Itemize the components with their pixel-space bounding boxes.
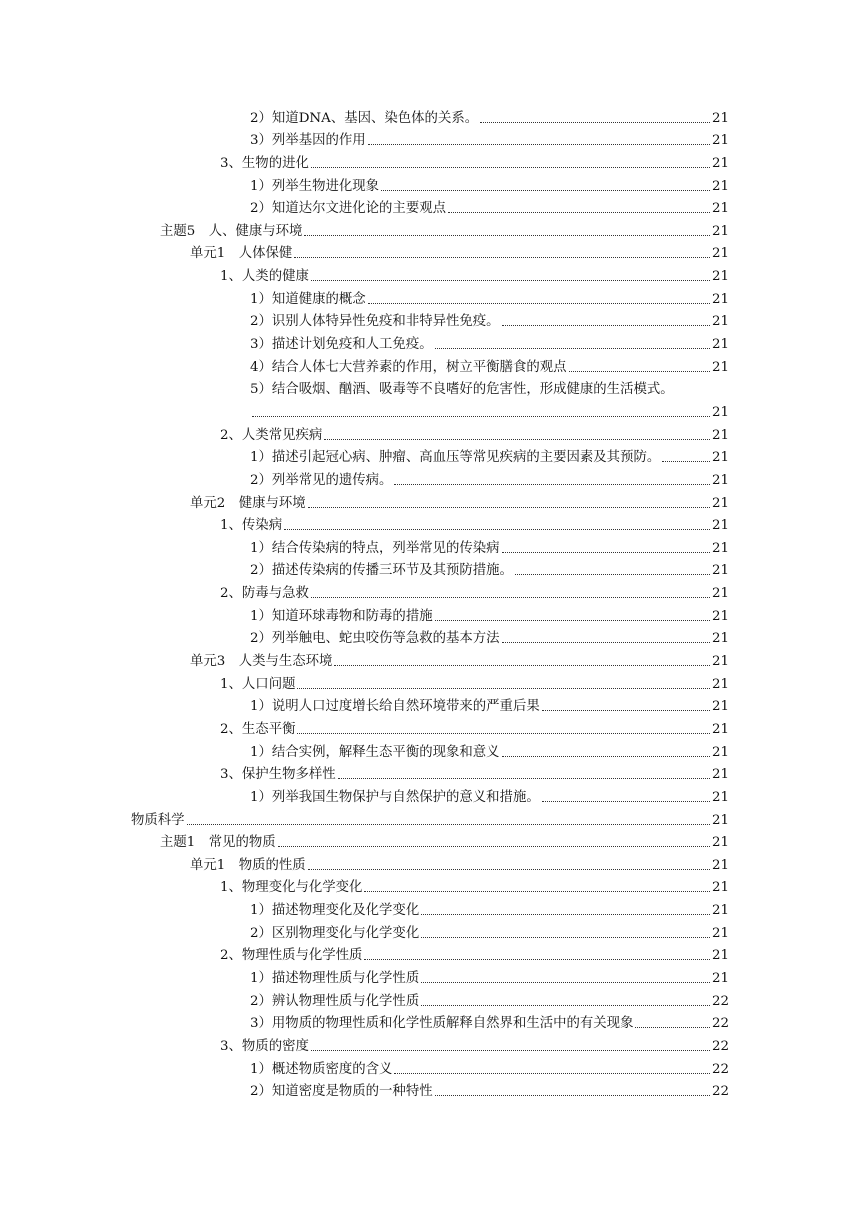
toc-entry-title: 3）描述计划免疫和人工免疫。 — [250, 337, 433, 353]
dot-leader — [421, 982, 710, 983]
dot-leader — [311, 280, 710, 281]
dot-leader — [480, 122, 710, 123]
toc-entry[interactable] — [0, 285, 860, 308]
toc-page-number: 21 — [711, 110, 729, 126]
toc-entry[interactable] — [0, 579, 860, 602]
toc-page-number: 21 — [711, 631, 729, 647]
dot-leader — [308, 507, 710, 508]
toc-entry-title: 单元1 物质的性质 — [190, 857, 306, 873]
toc-page-number: 21 — [711, 699, 729, 715]
table-of-contents — [0, 104, 860, 1100]
dot-leader — [324, 439, 710, 440]
toc-page-number: 21 — [711, 337, 729, 353]
toc-page-number: 21 — [711, 495, 729, 511]
dot-leader — [502, 642, 710, 643]
toc-entry[interactable] — [0, 217, 860, 240]
toc-page-number: 21 — [711, 314, 729, 330]
toc-page-number: 21 — [711, 359, 729, 375]
dot-leader — [448, 212, 710, 213]
toc-entry[interactable] — [0, 376, 860, 399]
toc-entry-title: 2、防毒与急救 — [220, 586, 309, 602]
toc-page-number: 22 — [711, 993, 729, 1009]
dot-leader — [334, 665, 710, 666]
dot-leader — [364, 959, 710, 960]
dot-leader — [187, 824, 710, 825]
toc-entry-title: 3）用物质的物理性质和化学性质解释自然界和生活中的有关现象 — [250, 1016, 634, 1032]
toc-entry[interactable] — [0, 647, 860, 670]
toc-entry-title: 1）结合实例，解释生态平衡的现象和意义 — [250, 744, 500, 760]
toc-entry-title: 1）列举我国生物保护与自然保护的意义和措施。 — [250, 789, 540, 805]
dot-leader — [294, 257, 710, 258]
toc-page-number: 21 — [711, 970, 729, 986]
toc-entry-title: 2、人类常见疾病 — [220, 427, 323, 443]
dot-leader — [297, 733, 709, 734]
dot-leader — [311, 597, 710, 598]
toc-entry[interactable] — [0, 104, 860, 127]
toc-entry-title: 4）结合人体七大营养素的作用，树立平衡膳食的观点 — [250, 359, 567, 375]
toc-entry[interactable] — [0, 942, 860, 965]
dot-leader — [364, 891, 710, 892]
toc-entry-title: 1）列举生物进化现象 — [250, 178, 380, 194]
toc-entry[interactable] — [0, 964, 860, 987]
toc-page-number: 21 — [711, 427, 729, 443]
toc-entry[interactable] — [0, 919, 860, 942]
toc-page-number: 21 — [711, 654, 729, 670]
toc-page-number: 21 — [711, 835, 729, 851]
toc-entry[interactable] — [0, 896, 860, 919]
toc-entry[interactable] — [0, 625, 860, 648]
toc-entry[interactable] — [0, 330, 860, 353]
toc-page-number: 21 — [711, 291, 729, 307]
toc-entry[interactable] — [0, 670, 860, 693]
toc-entry[interactable] — [0, 738, 860, 761]
toc-page-number: 21 — [711, 812, 729, 828]
toc-page-number: 21 — [711, 155, 729, 171]
dot-leader — [662, 461, 710, 462]
dot-leader — [421, 937, 710, 938]
dot-leader — [635, 1027, 709, 1028]
toc-page-number: 21 — [711, 472, 729, 488]
toc-entry-title: 1）概述物质密度的含义 — [250, 1061, 393, 1077]
toc-entry-title: 1）知道环球毒物和防毒的措施 — [250, 608, 433, 624]
toc-entry-title: 主题1 常见的物质 — [160, 835, 276, 851]
toc-entry-title: 5）结合吸烟、酗酒、吸毒等不良嗜好的危害性，形成健康的生活模式。 — [250, 382, 674, 398]
toc-entry-title: 1）描述引起冠心病、肿瘤、高血压等常见疾病的主要因素及其预防。 — [250, 450, 661, 466]
toc-entry[interactable] — [0, 308, 860, 331]
toc-entry[interactable] — [0, 172, 860, 195]
toc-page-number: 21 — [711, 880, 729, 896]
dot-leader — [368, 144, 710, 145]
dot-leader — [502, 325, 710, 326]
toc-entry-title: 1）描述物理性质与化学性质 — [250, 970, 420, 986]
toc-page-number: 21 — [711, 721, 729, 737]
toc-entry-title: 2）识别人体特异性免疫和非特异性免疫。 — [250, 314, 500, 330]
toc-entry-title: 2）知道DNA、基因、染色体的关系。 — [250, 110, 479, 126]
toc-entry-title: 2）区别物理变化与化学变化 — [250, 925, 420, 941]
dot-leader — [368, 303, 710, 304]
toc-page-number: 21 — [711, 201, 729, 217]
toc-page-number: 21 — [711, 540, 729, 556]
toc-entry[interactable] — [0, 398, 860, 421]
dot-leader — [311, 167, 710, 168]
toc-page-number: 22 — [711, 1084, 729, 1100]
toc-entry[interactable] — [0, 987, 860, 1010]
toc-entry[interactable] — [0, 195, 860, 218]
toc-entry-title: 2）列举常见的遗传病。 — [250, 472, 393, 488]
toc-page-number: 21 — [711, 518, 729, 534]
toc-entry[interactable] — [0, 874, 860, 897]
dot-leader — [394, 1073, 710, 1074]
dot-leader — [394, 484, 710, 485]
toc-page-number: 21 — [711, 948, 729, 964]
toc-entry[interactable] — [0, 829, 860, 852]
toc-page-number: 21 — [711, 178, 729, 194]
toc-entry-title: 2）列举触电、蛇虫咬伤等急救的基本方法 — [250, 631, 500, 647]
dot-leader — [435, 620, 710, 621]
dot-leader — [542, 801, 710, 802]
toc-page-number: 21 — [711, 404, 729, 420]
toc-entry[interactable] — [0, 444, 860, 467]
dot-leader — [569, 371, 710, 372]
dot-leader — [297, 688, 709, 689]
toc-entry-title: 单元2 健康与环境 — [190, 495, 306, 511]
toc-entry[interactable] — [0, 1055, 860, 1078]
toc-entry[interactable] — [0, 557, 860, 580]
toc-entry-title: 2）知道达尔文进化论的主要观点 — [250, 201, 446, 217]
toc-entry-title: 1）说明人口过度增长给自然环境带来的严重后果 — [250, 699, 540, 715]
toc-page-number: 22 — [711, 1016, 729, 1032]
toc-page-number: 21 — [711, 133, 729, 149]
dot-leader — [381, 190, 710, 191]
toc-page-number: 21 — [711, 586, 729, 602]
toc-entry[interactable] — [0, 1032, 860, 1055]
toc-entry[interactable] — [0, 466, 860, 489]
toc-entry-title: 主题5 人、健康与环境 — [160, 223, 303, 239]
toc-entry[interactable] — [0, 421, 860, 444]
toc-entry[interactable] — [0, 534, 860, 557]
toc-entry[interactable] — [0, 240, 860, 263]
dot-leader — [421, 1005, 710, 1006]
dot-leader — [435, 1095, 710, 1096]
toc-page-number: 21 — [711, 676, 729, 692]
dot-leader — [308, 869, 710, 870]
dot-leader — [304, 235, 710, 236]
dot-leader — [502, 552, 710, 553]
toc-entry[interactable] — [0, 353, 860, 376]
toc-entry[interactable] — [0, 761, 860, 784]
toc-entry[interactable] — [0, 783, 860, 806]
toc-page-number: 21 — [711, 744, 729, 760]
dot-leader — [502, 756, 710, 757]
toc-page-number: 21 — [711, 450, 729, 466]
toc-entry-title: 1、传染病 — [220, 518, 283, 534]
toc-entry-title: 2）描述传染病的传播三环节及其预防措施。 — [250, 563, 513, 579]
toc-entry-title: 3、生物的进化 — [220, 155, 309, 171]
toc-entry-title: 单元1 人体保健 — [190, 246, 293, 262]
toc-page-number: 21 — [711, 608, 729, 624]
toc-entry-title: 物质科学 — [131, 812, 185, 828]
toc-page-number: 22 — [711, 1038, 729, 1054]
toc-page-number: 21 — [711, 789, 729, 805]
toc-entry[interactable] — [0, 262, 860, 285]
toc-entry-title: 1）结合传染病的特点，列举常见的传染病 — [250, 540, 500, 556]
toc-page-number: 21 — [711, 767, 729, 783]
toc-entry-title: 2、物理性质与化学性质 — [220, 948, 363, 964]
toc-page-number: 21 — [711, 223, 729, 239]
toc-entry[interactable] — [0, 149, 860, 172]
toc-entry[interactable] — [0, 806, 860, 829]
toc-entry-title: 2）知道密度是物质的一种特性 — [250, 1084, 433, 1100]
dot-leader — [338, 778, 710, 779]
toc-entry[interactable] — [0, 1010, 860, 1033]
dot-leader — [515, 574, 710, 575]
toc-page-number: 21 — [711, 563, 729, 579]
toc-entry-title: 1）描述物理变化及化学变化 — [250, 903, 420, 919]
toc-entry-title: 1、人口问题 — [220, 676, 296, 692]
toc-page-number: 21 — [711, 903, 729, 919]
toc-entry-title: 3、保护生物多样性 — [220, 767, 336, 783]
dot-leader — [284, 529, 710, 530]
dot-leader — [311, 1050, 710, 1051]
toc-entry-title: 1、物理变化与化学变化 — [220, 880, 363, 896]
toc-entry[interactable] — [0, 715, 860, 738]
toc-page-number: 21 — [711, 857, 729, 873]
dot-leader — [421, 914, 710, 915]
toc-entry-title: 3、物质的密度 — [220, 1038, 309, 1054]
dot-leader — [278, 846, 710, 847]
toc-entry-title: 1、人类的健康 — [220, 269, 309, 285]
toc-page-number: 21 — [711, 925, 729, 941]
toc-page-number: 22 — [711, 1061, 729, 1077]
toc-entry-title: 1）知道健康的概念 — [250, 291, 366, 307]
toc-entry[interactable] — [0, 489, 860, 512]
toc-entry[interactable] — [0, 512, 860, 535]
dot-leader — [252, 416, 710, 417]
toc-entry-title: 单元3 人类与生态环境 — [190, 654, 333, 670]
toc-entry[interactable] — [0, 602, 860, 625]
toc-entry[interactable] — [0, 851, 860, 874]
dot-leader — [435, 348, 710, 349]
toc-page-number: 21 — [711, 269, 729, 285]
toc-entry[interactable] — [0, 693, 860, 716]
dot-leader — [542, 710, 710, 711]
toc-page-number: 21 — [711, 246, 729, 262]
toc-entry-title: 2、生态平衡 — [220, 721, 296, 737]
toc-entry[interactable] — [0, 127, 860, 150]
toc-entry[interactable] — [0, 1078, 860, 1101]
toc-entry-title: 2）辨认物理性质与化学性质 — [250, 993, 420, 1009]
toc-entry-title: 3）列举基因的作用 — [250, 133, 366, 149]
